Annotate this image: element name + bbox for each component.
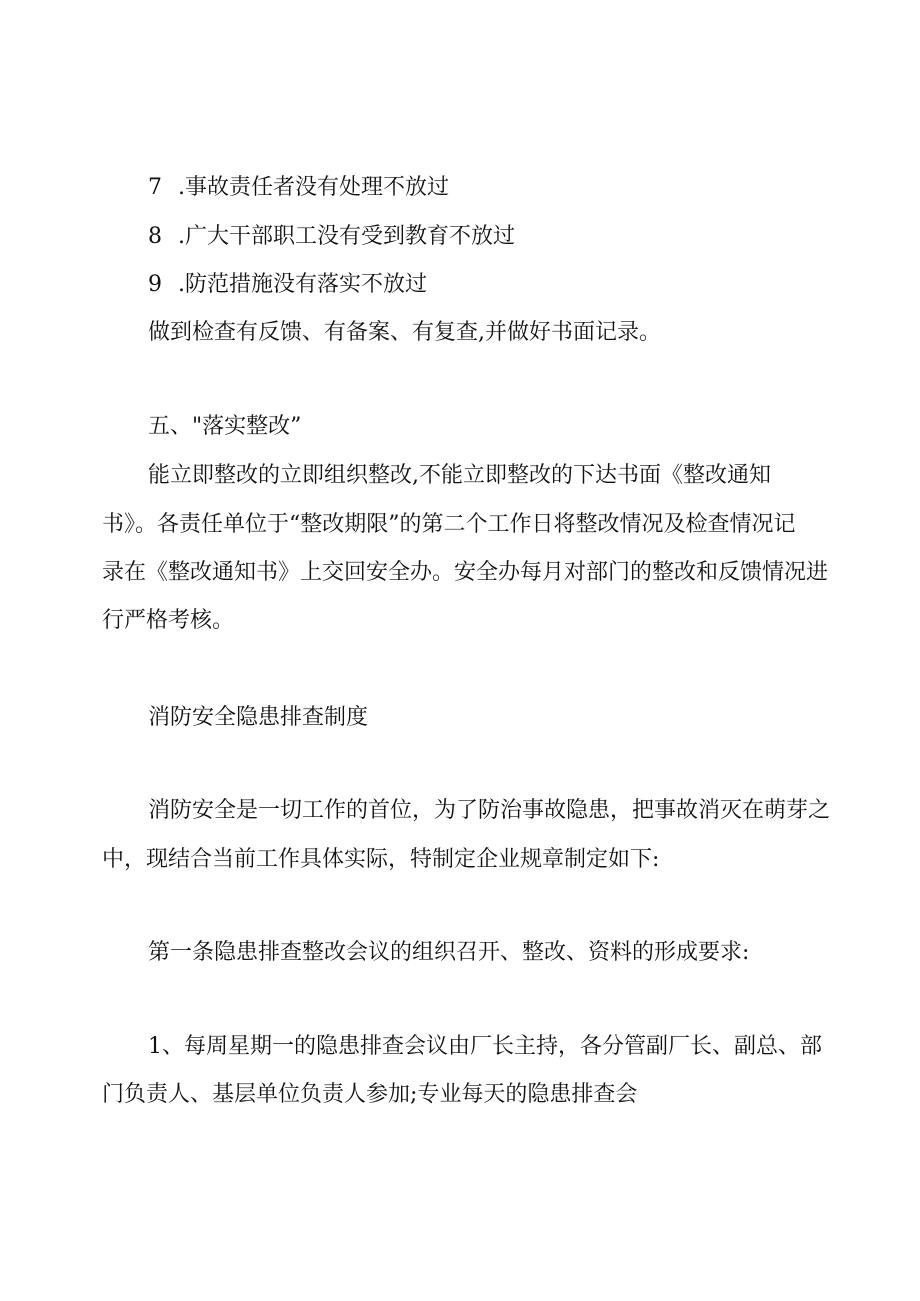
list-item-9 [148, 270, 920, 300]
list-item-8 [148, 222, 920, 252]
section-5-line: 行严格考核。 [102, 608, 235, 633]
list-number: 8 [148, 224, 162, 249]
list-number: 9 [148, 272, 162, 297]
list-text: .广大干部职工没有受到教育不放过 [178, 224, 515, 249]
section-5-line: 能立即整改的立即组织整改,不能立即整改的下达书面《整改通知 [148, 463, 771, 488]
intro-line: 中，现结合当前工作具体实际，特制定企业规章制定如下: [102, 847, 660, 872]
item-1-line: 门负责人、基层单位负责人参加;专业每天的隐患排查会 [102, 1082, 638, 1107]
list-text: .防范措施没有落实不放过 [178, 272, 427, 297]
section-5-line: 录在《整改通知书》上交回安全办。安全办每月对部门的整改和反馈情况进 [102, 560, 829, 585]
article-1-heading: 第一条隐患排查整改会议的组织召开、整改、资料的形成要求: [148, 940, 750, 965]
paragraph-check: 做到检查有反馈、有备案、有复查,并做好书面记录。 [148, 320, 661, 345]
intro-line: 消防安全是一切工作的首位，为了防治事故隐患，把事故消灭在萌芽之 [148, 798, 831, 823]
document-title: 消防安全隐患排查制度 [148, 705, 369, 730]
list-text: .事故责任者没有处理不放过 [178, 175, 449, 200]
section-5-heading: 五、"落实整改” [148, 414, 302, 439]
section-5-line: 书》。各责任单位于“整改期限”的第二个工作日将整改情况及检查情况记 [102, 512, 796, 537]
list-item-7 [148, 173, 920, 203]
item-1-line: 1、每周星期一的隐患排查会议由厂长主持，各分管副厂长、副总、部 [148, 1034, 822, 1059]
list-number: 7 [148, 175, 162, 200]
